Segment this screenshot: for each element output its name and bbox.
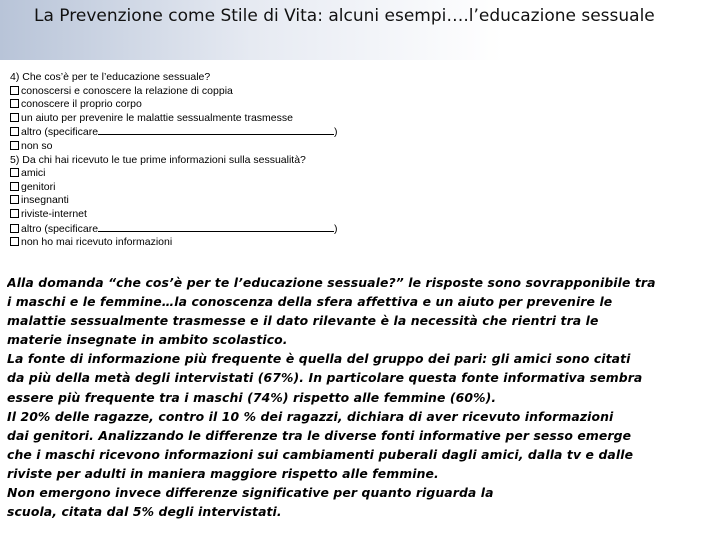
summary-text: [7, 273, 713, 521]
q5-option: amici: [10, 167, 390, 181]
checkbox-icon: [10, 209, 19, 218]
checkbox-icon: [10, 168, 19, 177]
checkbox-icon: [10, 99, 19, 108]
q4-option: un aiuto per prevenire le malattie sessualmente trasmesse: [10, 112, 390, 126]
summary-line: Non emergono invece differenze significative per quanto riguarda la: [7, 485, 494, 501]
summary-line: scuola, citata dal 5% degli intervistati.: [7, 504, 282, 520]
checkbox-icon: [10, 127, 19, 136]
summary-line: essere più frequente tra i maschi (74%) rispetto alle femmine (60%).: [7, 389, 497, 405]
q4-option-other: altro (specificare ): [10, 125, 390, 140]
checkbox-icon: [10, 182, 19, 191]
checkbox-icon: [10, 195, 19, 204]
checkbox-icon: [10, 141, 19, 150]
question-5: 5) Da chi hai ricevuto le tue prime informazioni sulla sessualità?: [10, 153, 306, 166]
question-4: 4) Che cos’è per te l’educazione sessuale?: [10, 71, 211, 83]
summary-line: materie insegnate in ambito scolastico.: [7, 332, 288, 348]
summary-line: da più della metà degli intervistati (67%). In particolare questa fonte informativa sembra: [7, 370, 643, 386]
fill-in-line: [98, 125, 334, 135]
q5-option: non ho mai ricevuto informazioni: [10, 236, 390, 250]
q5-option: riviste-internet: [10, 208, 390, 222]
summary-line: Il 20% delle ragazze, contro il 10 % dei ragazzi, dichiara di aver ricevuto informazioni: [7, 408, 614, 424]
q5-option: genitori: [10, 181, 390, 195]
summary-line: dai genitori. Analizzando le differenze tra le diverse fonti informative per sesso emerge: [7, 427, 632, 443]
q5-option: insegnanti: [10, 194, 390, 208]
checkbox-icon: [10, 86, 19, 95]
slide-title: La Prevenzione come Stile di Vita: alcuni esempi….l’educazione sessuale: [34, 6, 655, 26]
summary-line: Alla domanda “che cos’è per te l’educazione sessuale?” le risposte sono sovrapponibile tra: [7, 275, 656, 290]
summary-line: riviste per adulti in maniera maggiore rispetto alle femmine.: [7, 465, 439, 481]
title-banner: [0, 0, 720, 60]
checkbox-icon: [10, 113, 19, 122]
summary-line: La fonte di informazione più frequente è quella del gruppo dei pari: gli amici sono citati: [7, 351, 631, 367]
checkbox-icon: [10, 237, 19, 246]
fill-in-line: [98, 222, 334, 232]
q5-option-other: altro (specificare ): [10, 222, 390, 237]
q4-option: conoscere il proprio corpo: [10, 98, 390, 112]
q4-option: conoscersi e conoscere la relazione di coppia: [10, 85, 390, 99]
questionnaire: [10, 71, 390, 250]
summary-line: malattie sessualmente trasmesse e il dato rilevante è la necessità che rientri tra le: [7, 313, 599, 329]
q4-option: non so: [10, 140, 390, 154]
summary-line: che i maschi ricevono informazioni sui cambiamenti puberali dagli amici, dalla tv e dalle: [7, 446, 634, 462]
summary-line: i maschi e le femmine…la conoscenza della sfera affettiva e un aiuto per prevenire le: [7, 294, 613, 310]
checkbox-icon: [10, 224, 19, 233]
